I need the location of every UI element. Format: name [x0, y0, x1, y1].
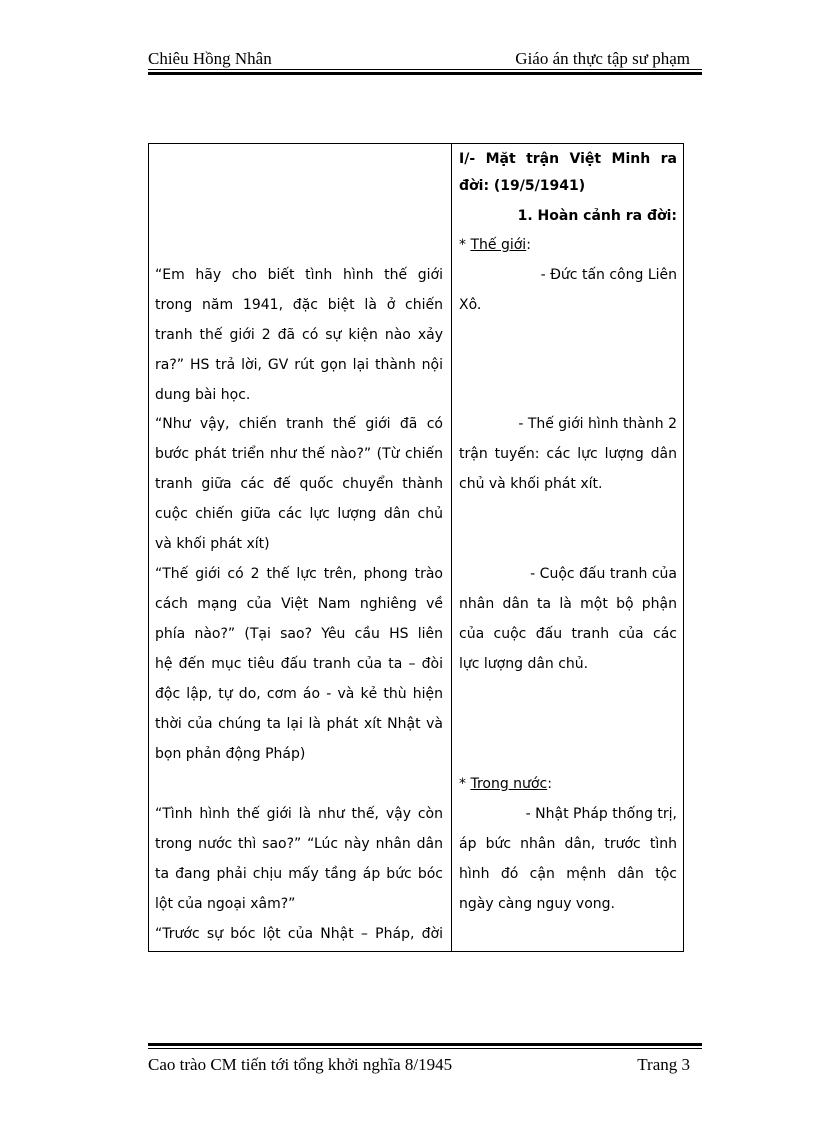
- header-author: Chiêu Hồng Nhân: [148, 49, 272, 68]
- domestic-label-text: Trong nước: [470, 776, 548, 792]
- left-line: “Tình hình thế giới là như thế, vậy còn: [155, 806, 443, 822]
- section-heading: I/- Mặt trận Việt Minh ra: [459, 151, 677, 167]
- right-line: trận tuyến: các lực lượng dân: [459, 446, 677, 462]
- page-footer: [148, 1055, 704, 1075]
- right-line: ngày càng nguy vong.: [459, 896, 615, 912]
- left-line: trong năm 1941, đặc biệt là ở chiến: [155, 297, 443, 313]
- page-header: [148, 50, 704, 68]
- domestic-label: * Trong nước:: [459, 776, 552, 792]
- left-line: tranh giữa các đế quốc chuyển thành: [155, 476, 443, 492]
- right-line: - Nhật Pháp thống trị,: [525, 806, 677, 822]
- right-line: - Cuộc đấu tranh của: [530, 566, 677, 582]
- header-title: Giáo án thực tập sư phạm: [515, 49, 690, 68]
- left-line: cuộc chiến giữa các lực lượng dân chủ: [155, 506, 443, 522]
- left-line: cách mạng của Việt Nam nghiêng về: [155, 596, 443, 612]
- left-line: hệ đến mục tiêu đấu tranh của ta – đòi: [155, 656, 443, 672]
- left-line: “Thế giới có 2 thế lực trên, phong trào: [155, 566, 443, 582]
- left-line: tranh thế giới 2 đã có sự kiện nào xảy: [155, 327, 443, 343]
- footer-rule-thin: [148, 1048, 702, 1049]
- left-line: bọn phản động Pháp): [155, 746, 306, 762]
- header-rule-thick: [148, 72, 702, 75]
- left-line: phía nào?” (Tại sao? Yêu cầu HS liên: [155, 626, 443, 642]
- subsection-heading: 1. Hoàn cảnh ra đời:: [517, 208, 677, 224]
- lesson-table: [148, 143, 684, 952]
- header-rule-thin: [148, 69, 702, 70]
- section-heading-date: đời: (19/5/1941): [459, 178, 586, 194]
- left-line: bước phát triển như thế nào?” (Từ chiến: [155, 446, 443, 462]
- left-line: “Em hãy cho biết tình hình thế giới: [155, 267, 443, 283]
- right-line: lực lượng dân chủ.: [459, 656, 589, 672]
- right-line: Xô.: [459, 297, 482, 313]
- left-line: ta đang phải chịu mấy tầng áp bức bóc: [155, 866, 443, 882]
- column-divider: [451, 144, 452, 951]
- left-line: “Như vậy, chiến tranh thế giới đã có: [155, 416, 443, 432]
- right-line: của cuộc đấu tranh của các: [459, 626, 677, 642]
- footer-rule-thick: [148, 1043, 702, 1046]
- left-line: dung bài học.: [155, 387, 251, 403]
- left-line: lột của ngoại xâm?”: [155, 896, 296, 912]
- right-line: - Đức tấn công Liên: [540, 267, 677, 283]
- left-line: độc lập, tự do, cơm áo - và kẻ thù hiện: [155, 686, 443, 702]
- footer-chapter: Cao trào CM tiến tới tổng khởi nghĩa 8/1945: [148, 1055, 453, 1074]
- left-line: thời của chúng ta lại là phát xít Nhật và: [155, 716, 443, 732]
- left-line: trong nước thì sao?” “Lúc này nhân dân: [155, 836, 443, 852]
- left-line: ra?” HS trả lời, GV rút gọn lại thành nội: [155, 357, 443, 373]
- left-line: “Trước sự bóc lột của Nhật – Pháp, đời: [155, 926, 443, 942]
- world-label: * Thế giới:: [459, 237, 531, 253]
- right-line: - Thế giới hình thành 2: [518, 416, 677, 432]
- right-line: áp bức nhân dân, trước tình: [459, 836, 677, 852]
- right-line: hình đó cận mệnh dân tộc: [459, 866, 677, 882]
- footer-page-number: Trang 3: [637, 1055, 690, 1074]
- right-line: nhân dân ta là một bộ phận: [459, 596, 677, 612]
- left-line: và khối phát xít): [155, 536, 270, 552]
- world-label-text: Thế giới: [470, 237, 527, 253]
- right-line: chủ và khối phát xít.: [459, 476, 603, 492]
